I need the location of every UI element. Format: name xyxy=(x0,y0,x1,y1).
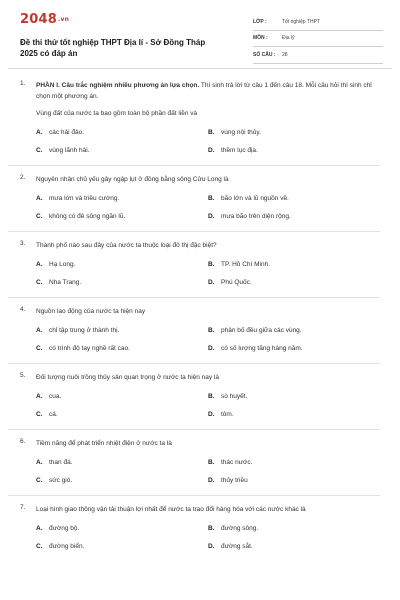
question-text: Tiềm năng để phát triển nhiệt điện ở nước ta là xyxy=(36,440,172,447)
option-text: vùng nội thủy. xyxy=(221,129,261,136)
option-text: TP. Hồ Chí Minh. xyxy=(221,261,271,268)
question-separator xyxy=(8,495,380,496)
question-number: 7. xyxy=(20,504,26,511)
option-d[interactable] xyxy=(208,212,380,221)
question-separator xyxy=(8,165,380,166)
meta-value: Địa lý xyxy=(282,35,295,42)
option-letter: B. xyxy=(208,129,215,136)
option-b[interactable] xyxy=(208,524,380,533)
option-a[interactable] xyxy=(36,392,208,401)
question-separator xyxy=(8,363,380,364)
question-number: 3. xyxy=(20,240,26,247)
option-text: cá. xyxy=(49,411,58,418)
option-text: cua. xyxy=(49,393,62,400)
option-c[interactable] xyxy=(36,410,208,419)
option-text: đường sắt. xyxy=(221,543,253,550)
option-text: tôm. xyxy=(221,411,234,418)
option-text: mưa bão trên diện rộng. xyxy=(221,213,291,220)
option-d[interactable] xyxy=(208,476,380,485)
option-text: không có đê sông ngăn lũ. xyxy=(49,213,126,220)
answer-options xyxy=(36,392,380,419)
question-text xyxy=(36,80,380,102)
option-b[interactable] xyxy=(208,260,380,269)
question-number: 1. xyxy=(20,80,26,87)
document-header xyxy=(20,10,382,70)
option-letter: A. xyxy=(36,261,43,268)
question-2 xyxy=(20,174,380,221)
option-text: Hạ Long. xyxy=(49,261,76,268)
option-letter: A. xyxy=(36,327,43,334)
option-text: sò huyết. xyxy=(221,393,248,400)
logo-suffix: .vn xyxy=(57,16,70,23)
option-letter: D. xyxy=(208,213,215,220)
option-text: bão lớn và lũ nguồn về. xyxy=(221,195,289,202)
option-b[interactable] xyxy=(208,326,380,335)
meta-label: SỐ CÂU : xyxy=(253,51,276,58)
option-text: Nha Trang. xyxy=(49,279,82,286)
option-c[interactable] xyxy=(36,278,208,287)
option-letter: A. xyxy=(36,525,43,532)
option-letter: B. xyxy=(208,327,215,334)
option-d[interactable] xyxy=(208,146,380,155)
option-a[interactable] xyxy=(36,128,208,137)
option-text: phân bố đều giữa các vùng. xyxy=(221,327,302,334)
question-separator xyxy=(8,231,380,232)
header-divider xyxy=(8,68,392,69)
option-c[interactable] xyxy=(36,542,208,551)
question-number: 5. xyxy=(20,372,26,379)
question-1 xyxy=(20,80,380,155)
option-text: các hải đảo. xyxy=(49,129,85,136)
option-a[interactable] xyxy=(36,326,208,335)
option-text: có trình độ tay nghề rất cao. xyxy=(49,345,130,352)
exam-meta xyxy=(253,14,383,64)
option-letter: C. xyxy=(36,147,43,154)
question-text: Thành phố nào sau đây của nước ta thuộc loại đô thị đặc biệt? xyxy=(36,242,217,249)
option-text: chỉ tập trung ở thành thị. xyxy=(49,327,120,334)
part-heading: PHẦN I. Câu trắc nghiệm nhiều phương án lựa chọn. xyxy=(36,82,200,89)
option-text: thác nước. xyxy=(221,459,253,466)
option-a[interactable] xyxy=(36,260,208,269)
option-d[interactable] xyxy=(208,344,380,353)
answer-options xyxy=(36,524,380,551)
question-separator xyxy=(8,297,380,298)
option-letter: A. xyxy=(36,195,43,202)
option-letter: C. xyxy=(36,411,43,418)
question-4 xyxy=(20,306,380,353)
question-stem: Vùng đất của nước ta bao gồm toàn bộ phần đất liền và xyxy=(36,110,198,117)
meta-value: 28 xyxy=(282,51,288,58)
meta-row-count xyxy=(253,47,383,64)
answer-options xyxy=(36,128,380,155)
option-a[interactable] xyxy=(36,458,208,467)
part-instructions: Thí sinh trả lời từ câu 1 đến câu 18. Mỗi câu hỏi thí sinh chỉ chọn một phương án. xyxy=(36,82,372,100)
option-b[interactable] xyxy=(208,458,380,467)
option-letter: A. xyxy=(36,459,43,466)
option-letter: D. xyxy=(208,147,215,154)
option-letter: D. xyxy=(208,345,215,352)
question-number: 4. xyxy=(20,306,26,313)
question-7 xyxy=(20,504,380,551)
option-text: đường bộ. xyxy=(49,525,80,532)
question-number: 2. xyxy=(20,174,26,181)
option-letter: B. xyxy=(208,261,215,268)
option-c[interactable] xyxy=(36,476,208,485)
option-letter: B. xyxy=(208,525,215,532)
option-letter: D. xyxy=(208,279,215,286)
option-letter: D. xyxy=(208,411,215,418)
option-letter: C. xyxy=(36,213,43,220)
option-b[interactable] xyxy=(208,194,380,203)
meta-label: MÔN : xyxy=(253,35,268,42)
option-text: có số lượng tăng hàng năm. xyxy=(221,345,303,352)
option-text: thềm lục địa. xyxy=(221,147,258,154)
question-list xyxy=(20,80,380,551)
option-text: đường sông. xyxy=(221,525,259,532)
option-b[interactable] xyxy=(208,128,380,137)
question-text: Nguồn lao động của nước ta hiện nay xyxy=(36,308,146,315)
option-c[interactable] xyxy=(36,344,208,353)
question-6 xyxy=(20,438,380,485)
option-letter: B. xyxy=(208,195,215,202)
question-text: Loại hình giao thông vận tải thuận lợi nhất để nước ta trao đổi hàng hóa với các nước khác là xyxy=(36,506,306,513)
option-letter: A. xyxy=(36,393,43,400)
option-a[interactable] xyxy=(36,194,208,203)
option-letter: D. xyxy=(208,477,215,484)
answer-options xyxy=(36,260,380,287)
option-text: sức gió. xyxy=(49,477,73,484)
exam-title: Đề thi thử tốt nghiệp THPT Địa lí - Sở Đồng Tháp 2025 có đáp án xyxy=(20,38,206,58)
option-text: thủy triều xyxy=(221,477,248,484)
option-letter: C. xyxy=(36,543,43,550)
option-c[interactable] xyxy=(36,146,208,155)
option-letter: C. xyxy=(36,279,43,286)
option-text: Phú Quốc. xyxy=(221,279,252,286)
answer-options xyxy=(36,326,380,353)
option-text: than đá. xyxy=(49,459,73,466)
option-d[interactable] xyxy=(208,410,380,419)
option-letter: C. xyxy=(36,477,43,484)
meta-label: LỚP : xyxy=(253,18,267,25)
question-3 xyxy=(20,240,380,287)
meta-row-subject xyxy=(253,31,383,48)
option-b[interactable] xyxy=(208,392,380,401)
option-d[interactable] xyxy=(208,278,380,287)
option-text: vùng lãnh hải. xyxy=(49,147,90,154)
question-text: Đối tượng nuôi trồng thủy sản quan trọng ở nước ta hiện nay là xyxy=(36,374,220,381)
option-letter: B. xyxy=(208,459,215,466)
option-c[interactable] xyxy=(36,212,208,221)
site-logo[interactable] xyxy=(20,12,69,27)
option-text: mưa lớn và triều cường. xyxy=(49,195,120,202)
meta-row-class xyxy=(253,14,383,31)
option-letter: C. xyxy=(36,345,43,352)
question-5 xyxy=(20,372,380,419)
logo-text: 2048 xyxy=(20,12,57,27)
option-a[interactable] xyxy=(36,524,208,533)
answer-options xyxy=(36,458,380,485)
option-d[interactable] xyxy=(208,542,380,551)
option-letter: B. xyxy=(208,393,215,400)
question-text: Nguyên nhân chủ yếu gây ngập lụt ở đồng bằng sông Cửu Long là xyxy=(36,176,229,183)
question-number: 6. xyxy=(20,438,26,445)
question-separator xyxy=(8,429,380,430)
meta-value: Tốt nghiệp THPT xyxy=(282,18,320,25)
answer-options xyxy=(36,194,380,221)
option-letter: D. xyxy=(208,543,215,550)
option-text: đường biển. xyxy=(49,543,85,550)
option-letter: A. xyxy=(36,129,43,136)
